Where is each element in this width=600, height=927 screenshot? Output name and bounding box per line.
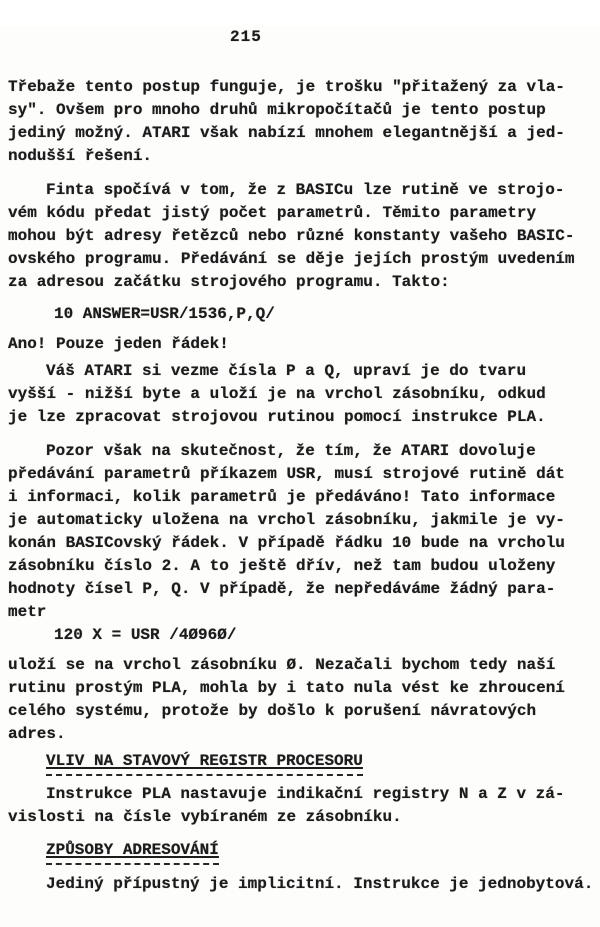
heading-zpusoby bbox=[46, 839, 590, 865]
paragraph-line: jediný možný. ATARI však nabízí mnohem elegantnější a jed- bbox=[8, 124, 565, 142]
paragraph-line: rutinu prostým PLA, mohla by i tato nula vést ke zhroucení bbox=[8, 679, 565, 697]
paragraph-line: za adresou začátku strojového programu. Takto: bbox=[8, 273, 450, 291]
paragraph-line: hodnoty čísel P, Q. V případě, že nepředáváme žádný para- bbox=[8, 580, 556, 598]
paragraph-line: ovského programu. Předávání se děje jejích prostým uvedením bbox=[8, 250, 575, 268]
page-content bbox=[8, 76, 594, 896]
paragraph-line: Pozor však na skutečnost, že tím, že ATARI dovoluje bbox=[46, 442, 536, 460]
paragraph-line: Ano! Pouze jeden řádek! bbox=[8, 335, 229, 353]
section-heading-text: VLIV NA STAVOVÝ REGISTR PROCESORU bbox=[46, 750, 363, 776]
page-number: 215 bbox=[230, 28, 262, 46]
paragraph-instrukce-pla bbox=[8, 783, 590, 829]
paragraph-line: vém kódu předat jistý počet parametrů. Těmito parametry bbox=[8, 204, 537, 222]
code-line-120 bbox=[8, 624, 590, 647]
paragraph-line: je automaticky uložena na vrchol zásobníku, jakmile je vy- bbox=[8, 511, 565, 529]
paragraph-line: mohou být adresy řetězců nebo různé konstanty vašeho BASIC- bbox=[8, 227, 575, 245]
paragraph-line: i informaci, kolik parametrů je předáváno! Tato informace bbox=[8, 488, 556, 506]
paragraph-ulozi bbox=[8, 654, 590, 746]
code-line: 10 ANSWER=USR/1536,P,Q/ bbox=[54, 305, 275, 323]
paragraph-line: celého systému, protože by došlo k porušení návratových bbox=[8, 702, 537, 720]
paragraph-line: vislosti na čísle vybíraném ze zásobníku. bbox=[8, 808, 402, 826]
paragraph-line: nodušší řešení. bbox=[8, 147, 153, 165]
heading-vliv bbox=[46, 750, 590, 776]
paragraph-line: Třebaže tento postup funguje, je trošku "přitažený za vla- bbox=[8, 78, 565, 96]
code-line: 120 X = USR /4Ø96Ø/ bbox=[54, 626, 237, 644]
paragraph-line: zásobníku číslo 2. A to ještě dřív, než tam budou uloženy bbox=[8, 557, 556, 575]
paragraph-vas-atari bbox=[8, 360, 590, 429]
paragraph-intro bbox=[8, 76, 590, 168]
section-heading-text: ZPŮSOBY ADRESOVÁNÍ bbox=[46, 839, 219, 865]
paragraph-line: metr bbox=[8, 603, 47, 621]
paragraph-line: konán BASICovský řádek. V případě řádku 10 bude na vrcholu bbox=[8, 534, 565, 552]
paragraph-line: adres. bbox=[8, 725, 66, 743]
paragraph-line: Instrukce PLA nastavuje indikační registry N a Z v zá- bbox=[46, 785, 565, 803]
paragraph-finta bbox=[8, 179, 590, 294]
paragraph-pozor bbox=[8, 440, 590, 624]
paragraph-line: Jediný přípustný je implicitní. Instrukce je jednobytová. bbox=[46, 875, 594, 893]
paragraph-line: je lze zpracovat strojovou rutinou pomocí instrukce PLA. bbox=[8, 408, 546, 426]
paragraph-line: vyšší - nižší byte a uloží je na vrchol zásobníku, odkud bbox=[8, 385, 546, 403]
paragraph-ano bbox=[8, 333, 590, 356]
code-line-10 bbox=[8, 303, 590, 326]
heading-line bbox=[46, 750, 590, 776]
document-page bbox=[0, 26, 600, 927]
heading-line bbox=[46, 839, 590, 865]
paragraph-line: sy". Ovšem pro mnoho druhů mikropočítačů je tento postup bbox=[8, 101, 546, 119]
paragraph-jediny bbox=[8, 873, 594, 896]
paragraph-line: Finta spočívá v tom, že z BASICu lze rutině ve strojo- bbox=[46, 181, 565, 199]
paragraph-line: Váš ATARI si vezme čísla P a Q, upraví je do tvaru bbox=[46, 362, 527, 380]
paragraph-line: předávání parametrů příkazem USR, musí strojové rutině dát bbox=[8, 465, 565, 483]
paragraph-line: uloží se na vrchol zásobníku Ø. Nezačali bychom tedy naší bbox=[8, 656, 556, 674]
